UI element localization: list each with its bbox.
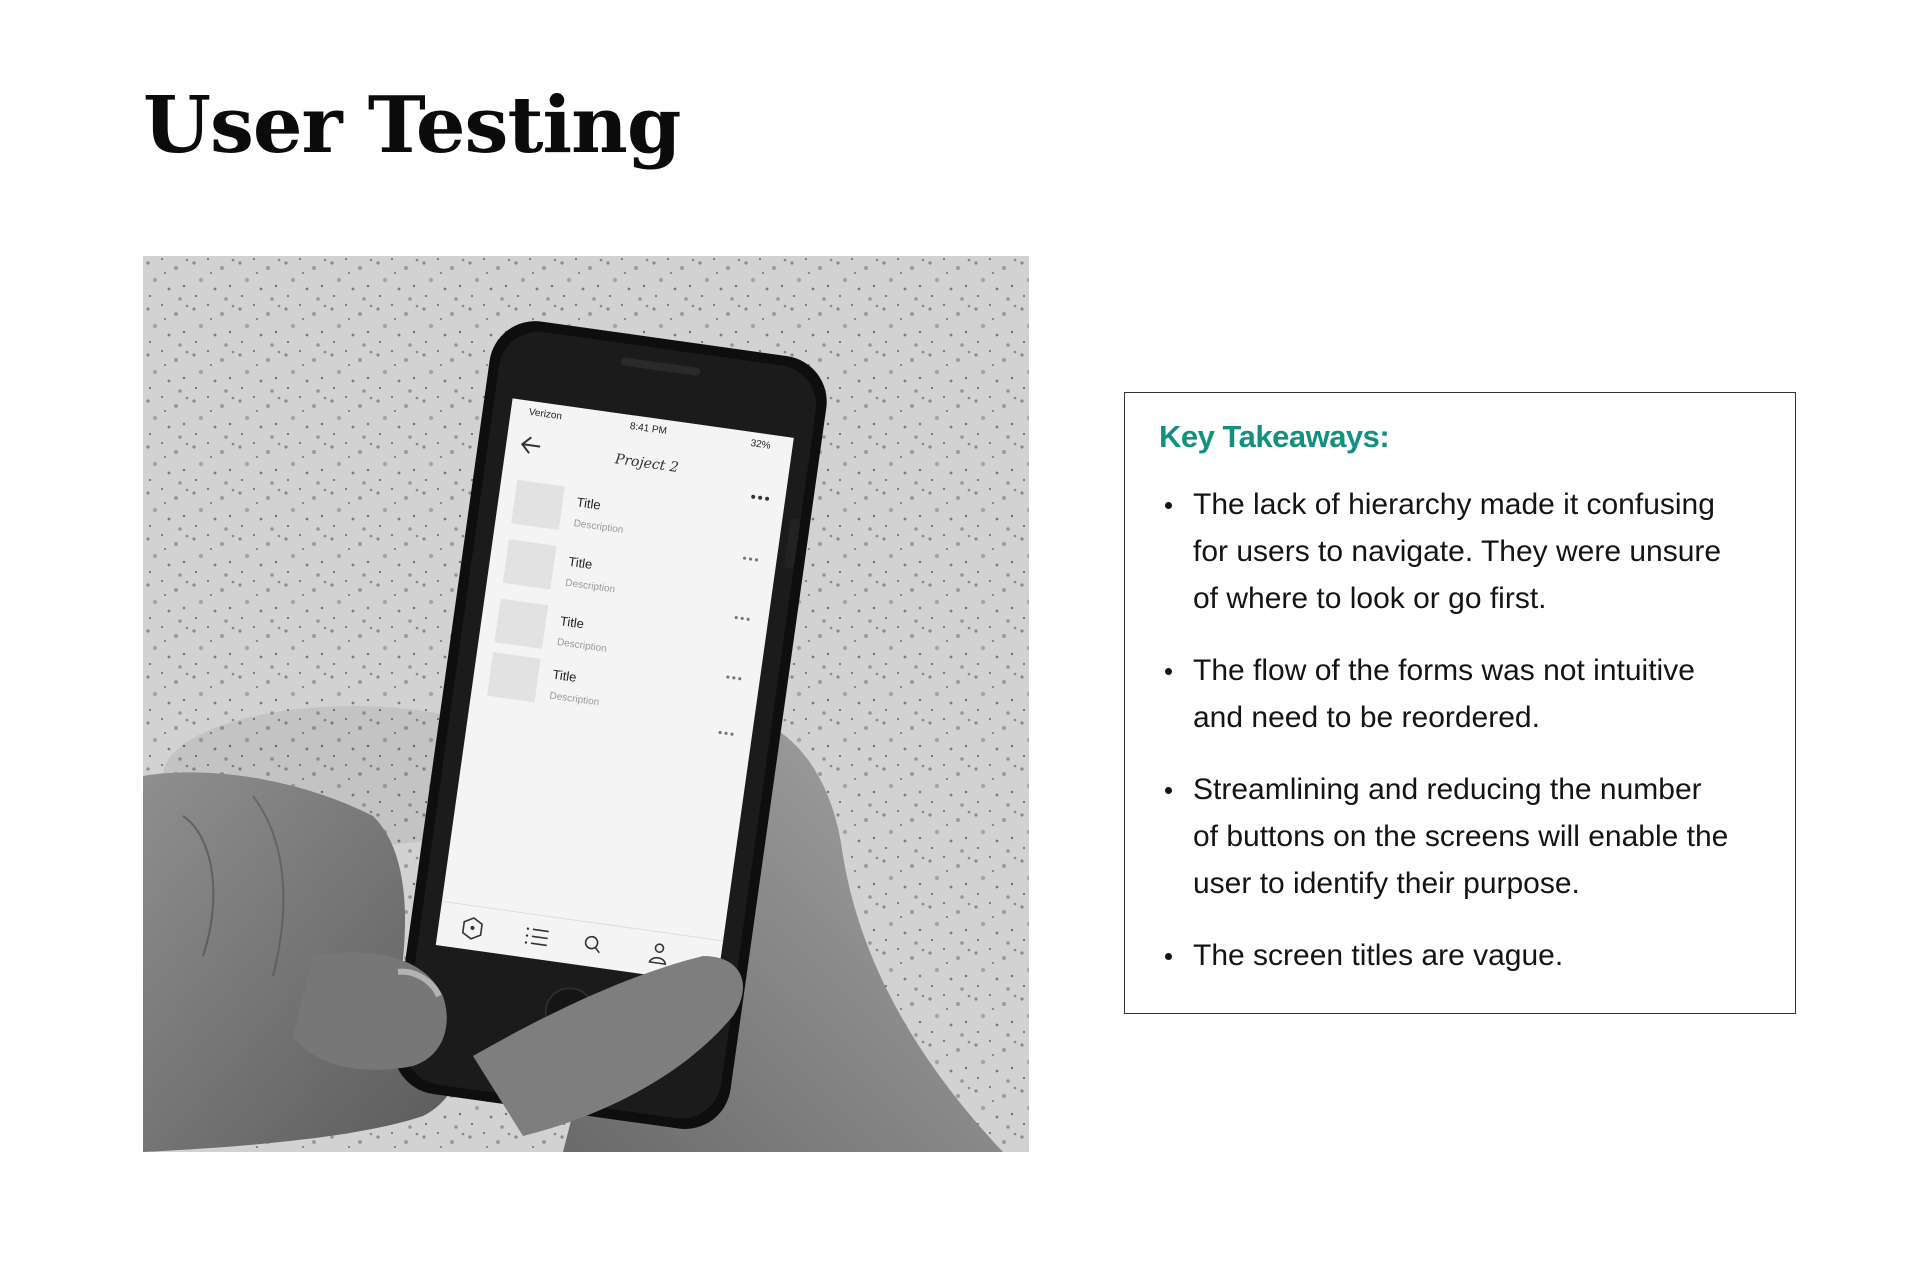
key-takeaways-heading: Key Takeaways: bbox=[1159, 419, 1390, 454]
takeaway-item: The lack of hierarchy made it confusing for users to navigate. They were unsure of where to look or go first. bbox=[1193, 481, 1733, 622]
list-item-title: Title bbox=[575, 494, 602, 513]
takeaways-list bbox=[1159, 481, 1761, 979]
takeaway-item: The flow of the forms was not intuitive and need to be reordered. bbox=[1193, 647, 1733, 741]
takeaway-item: The screen titles are vague. bbox=[1193, 932, 1733, 979]
list-item-description: Description bbox=[564, 577, 616, 596]
screen-header-title: Project 2 bbox=[613, 451, 680, 477]
status-battery: 32% bbox=[749, 437, 772, 452]
status-time: 8:41 PM bbox=[629, 420, 668, 438]
list-item-title: Title bbox=[551, 666, 578, 685]
takeaway-item: Streamlining and reducing the number of buttons on the screens will enable the user to identify their purpose. bbox=[1193, 766, 1733, 907]
list-item-title: Title bbox=[567, 553, 594, 572]
list-item-description: Description bbox=[556, 636, 608, 655]
user-testing-photo bbox=[143, 256, 1029, 1152]
key-takeaways-box bbox=[1124, 392, 1796, 1014]
list-item-description: Description bbox=[572, 518, 625, 536]
status-carrier: Verizon bbox=[528, 406, 563, 423]
list-item-title: Title bbox=[559, 613, 585, 632]
page-title: User Testing bbox=[143, 80, 681, 171]
list-item-description: Description bbox=[548, 690, 600, 709]
